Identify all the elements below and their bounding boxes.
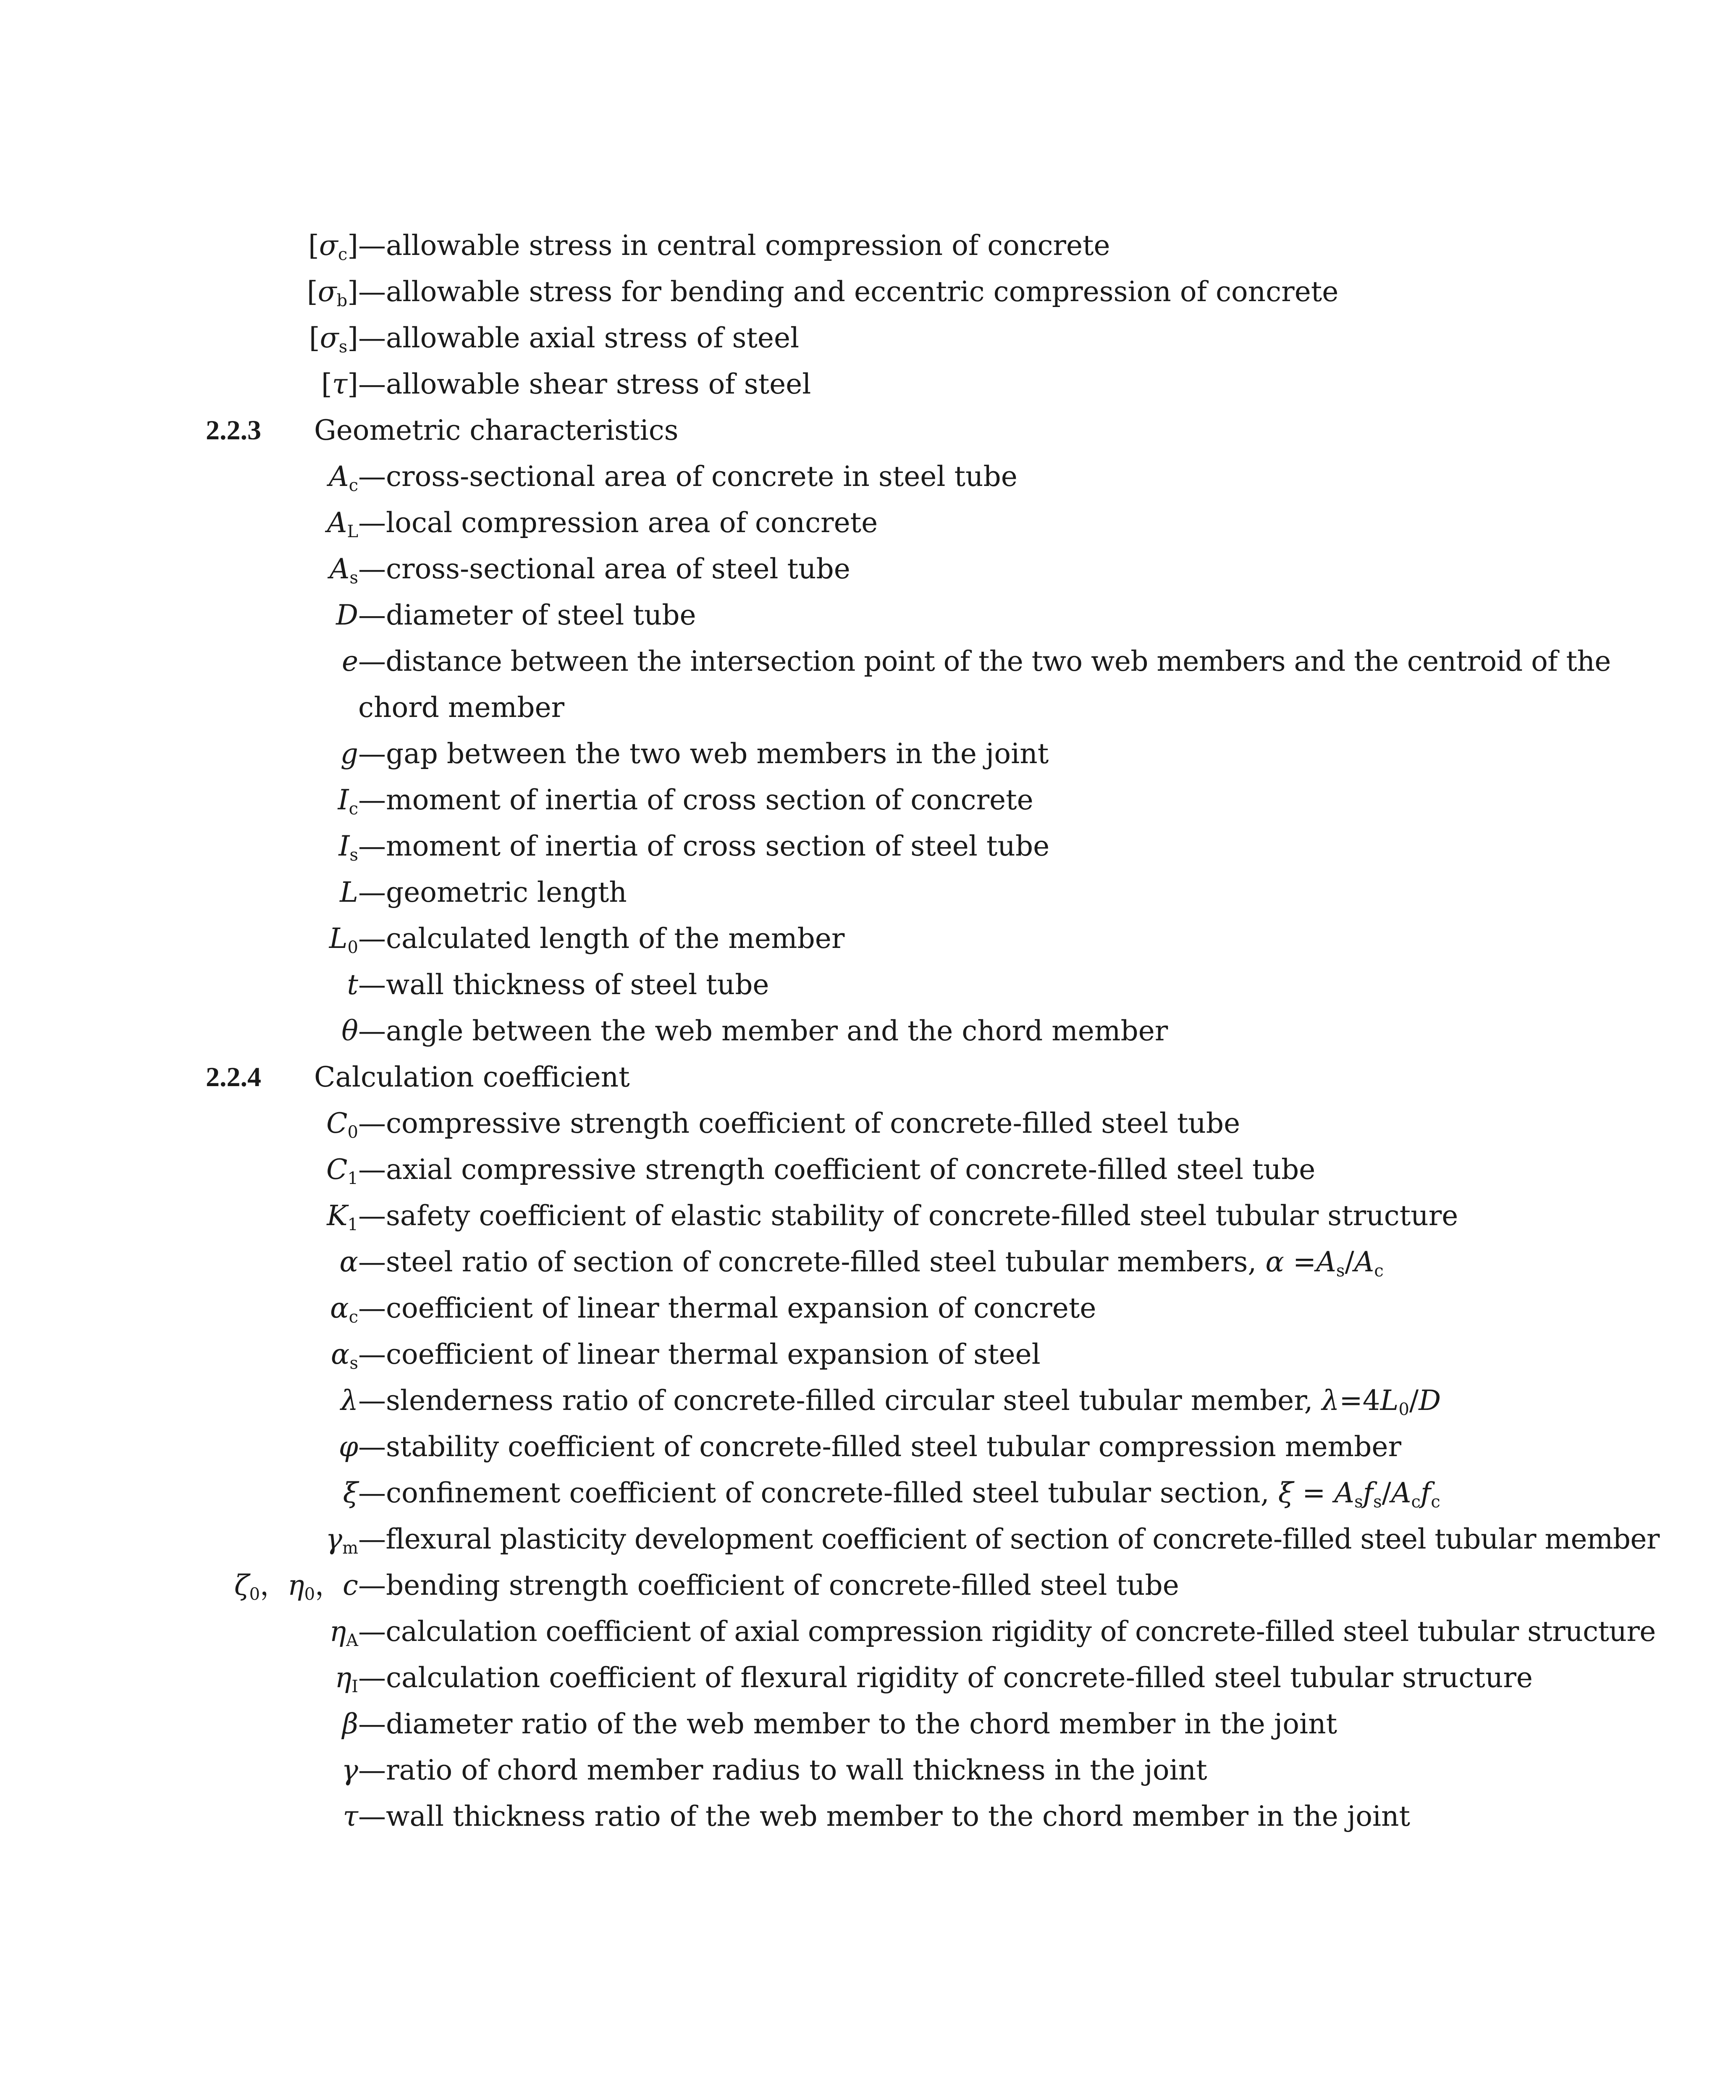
definition: —allowable shear stress of steel [358, 368, 811, 400]
definition: —cross-sectional area of concrete in steel tube [358, 460, 1017, 493]
symbol: $L_0$ [329, 922, 358, 957]
symbol: $[\sigma_c]$ [308, 229, 358, 264]
symbol: L [340, 876, 358, 908]
symbol-line [0, 962, 1736, 1008]
symbol-line [0, 1424, 1736, 1470]
symbol: β [342, 1708, 358, 1740]
symbol-line [0, 638, 1736, 685]
symbol-line [0, 315, 1736, 361]
symbol: $\gamma_m$ [325, 1523, 358, 1558]
symbol-line [0, 1193, 1736, 1239]
symbol: $K_1$ [327, 1200, 358, 1234]
definition: —calculation coefficient of axial compression rigidity of concrete-filled steel tubular structure [358, 1615, 1656, 1648]
symbol: $\eta_I$ [335, 1662, 358, 1696]
symbol-line [0, 592, 1736, 638]
symbol-line [0, 916, 1736, 962]
definition: —diameter ratio of the web member to the chord member in the joint [358, 1708, 1337, 1740]
symbol-line [0, 1516, 1736, 1562]
definition: —compressive strength coefficient of concrete-filled steel tube [358, 1107, 1240, 1139]
definition-continuation [0, 685, 1736, 731]
symbol-line [0, 1701, 1736, 1747]
definition: —wall thickness ratio of the web member to the chord member in the joint [358, 1800, 1411, 1832]
symbol: $\zeta_0$，$\eta_0$，c [234, 1569, 358, 1604]
symbol: $[\sigma_s]$ [309, 322, 358, 357]
symbol: $\eta_A$ [329, 1615, 358, 1650]
section-title: Calculation coefficient [314, 1061, 630, 1093]
symbol: $I_s$ [338, 830, 358, 865]
definition: —flexural plasticity development coefficient of section of concrete-filled steel tubular member [358, 1523, 1660, 1555]
symbol-line [0, 823, 1736, 869]
definition: —safety coefficient of elastic stability of concrete-filled steel tubular structure [358, 1200, 1458, 1232]
symbol-line [0, 1609, 1736, 1655]
symbol: $\alpha_s$ [330, 1338, 358, 1373]
symbol-line [0, 1378, 1736, 1424]
symbol-line [0, 269, 1736, 315]
definition: —stability coefficient of concrete-filled steel tubular compression member [358, 1431, 1401, 1463]
symbol-line [0, 500, 1736, 546]
definition: —cross-sectional area of steel tube [358, 553, 850, 585]
symbol: τ [343, 1800, 358, 1832]
definition: —coefficient of linear thermal expansion of steel [358, 1338, 1041, 1370]
symbol-line [0, 1470, 1736, 1516]
definition: —allowable stress for bending and eccentric compression of concrete [358, 276, 1339, 308]
definition: —moment of inertia of cross section of concrete [358, 784, 1033, 816]
symbol-line [0, 777, 1736, 823]
symbol-line [0, 1147, 1736, 1193]
section-title: Geometric characteristics [314, 414, 679, 446]
symbol: $I_c$ [338, 784, 358, 819]
symbol: $C_0$ [326, 1107, 358, 1142]
definition: —slenderness ratio of concrete-filled circular steel tubular member, $\lambda=4L_0/D$ [358, 1384, 1441, 1419]
symbol: $A_c$ [328, 460, 358, 495]
symbol: $A_L$ [327, 507, 358, 541]
symbol-line [0, 1562, 1736, 1609]
section-number: 2.2.4 [206, 1062, 261, 1092]
symbol: g [340, 738, 358, 770]
definition: —angle between the web member and the chord member [358, 1015, 1168, 1047]
definition: —distance between the intersection point of the two web members and the centroid of the [358, 645, 1611, 677]
definition: —axial compressive strength coefficient of concrete-filled steel tube [358, 1153, 1316, 1186]
symbol: $[\sigma_b]$ [307, 276, 358, 310]
symbol-line [0, 869, 1736, 916]
symbol: θ [341, 1015, 358, 1047]
definition: —gap between the two web members in the joint [358, 738, 1049, 770]
symbol-line [0, 1285, 1736, 1331]
symbol: D [336, 599, 358, 631]
symbol-line [0, 546, 1736, 592]
section-number: 2.2.3 [206, 415, 261, 446]
definition: —ratio of chord member radius to wall thickness in the joint [358, 1754, 1207, 1786]
symbol: $A_s$ [329, 553, 358, 588]
symbol-line [0, 1747, 1736, 1793]
definition: —geometric length [358, 876, 627, 908]
section-heading [0, 1054, 1736, 1100]
symbol-line [0, 1331, 1736, 1378]
symbol-line [0, 223, 1736, 269]
symbol: ξ [343, 1477, 358, 1509]
definition: —coefficient of linear thermal expansion of concrete [358, 1292, 1096, 1324]
definition: —allowable stress in central compression of concrete [358, 229, 1110, 262]
symbol: φ [338, 1431, 358, 1463]
definition: —wall thickness of steel tube [358, 969, 769, 1001]
symbol-line [0, 1100, 1736, 1147]
symbol-line [0, 361, 1736, 407]
symbol: $\alpha_c$ [330, 1292, 358, 1327]
definition: —moment of inertia of cross section of steel tube [358, 830, 1050, 862]
symbol: e [341, 645, 358, 677]
symbol-line [0, 1655, 1736, 1701]
symbol-line [0, 1793, 1736, 1840]
definition-continued: chord member [358, 691, 565, 724]
definition: —steel ratio of section of concrete-filled steel tubular members, $\alpha =A_s/A_c$ [358, 1246, 1384, 1281]
symbol-line [0, 731, 1736, 777]
symbol-line [0, 454, 1736, 500]
definition: —bending strength coefficient of concrete-filled steel tube [358, 1569, 1179, 1601]
definition: —confinement coefficient of concrete-filled steel tubular section, $\xi = A_sf_s/A_cf_c$ [358, 1477, 1440, 1512]
definition: —calculated length of the member [358, 922, 845, 955]
definition: —calculation coefficient of flexural rigidity of concrete-filled steel tubular structure [358, 1662, 1533, 1694]
definition: —diameter of steel tube [358, 599, 696, 631]
symbol-line [0, 1239, 1736, 1285]
section-heading [0, 407, 1736, 454]
symbol: λ [341, 1384, 358, 1417]
symbol: t [347, 969, 358, 1001]
symbol: γ [341, 1754, 358, 1786]
symbol: α [339, 1246, 358, 1278]
definition: —local compression area of concrete [358, 507, 878, 539]
symbol-line [0, 1008, 1736, 1054]
symbol: $C_1$ [326, 1153, 358, 1188]
definition: —allowable axial stress of steel [358, 322, 800, 354]
symbol: [τ] [321, 368, 358, 400]
